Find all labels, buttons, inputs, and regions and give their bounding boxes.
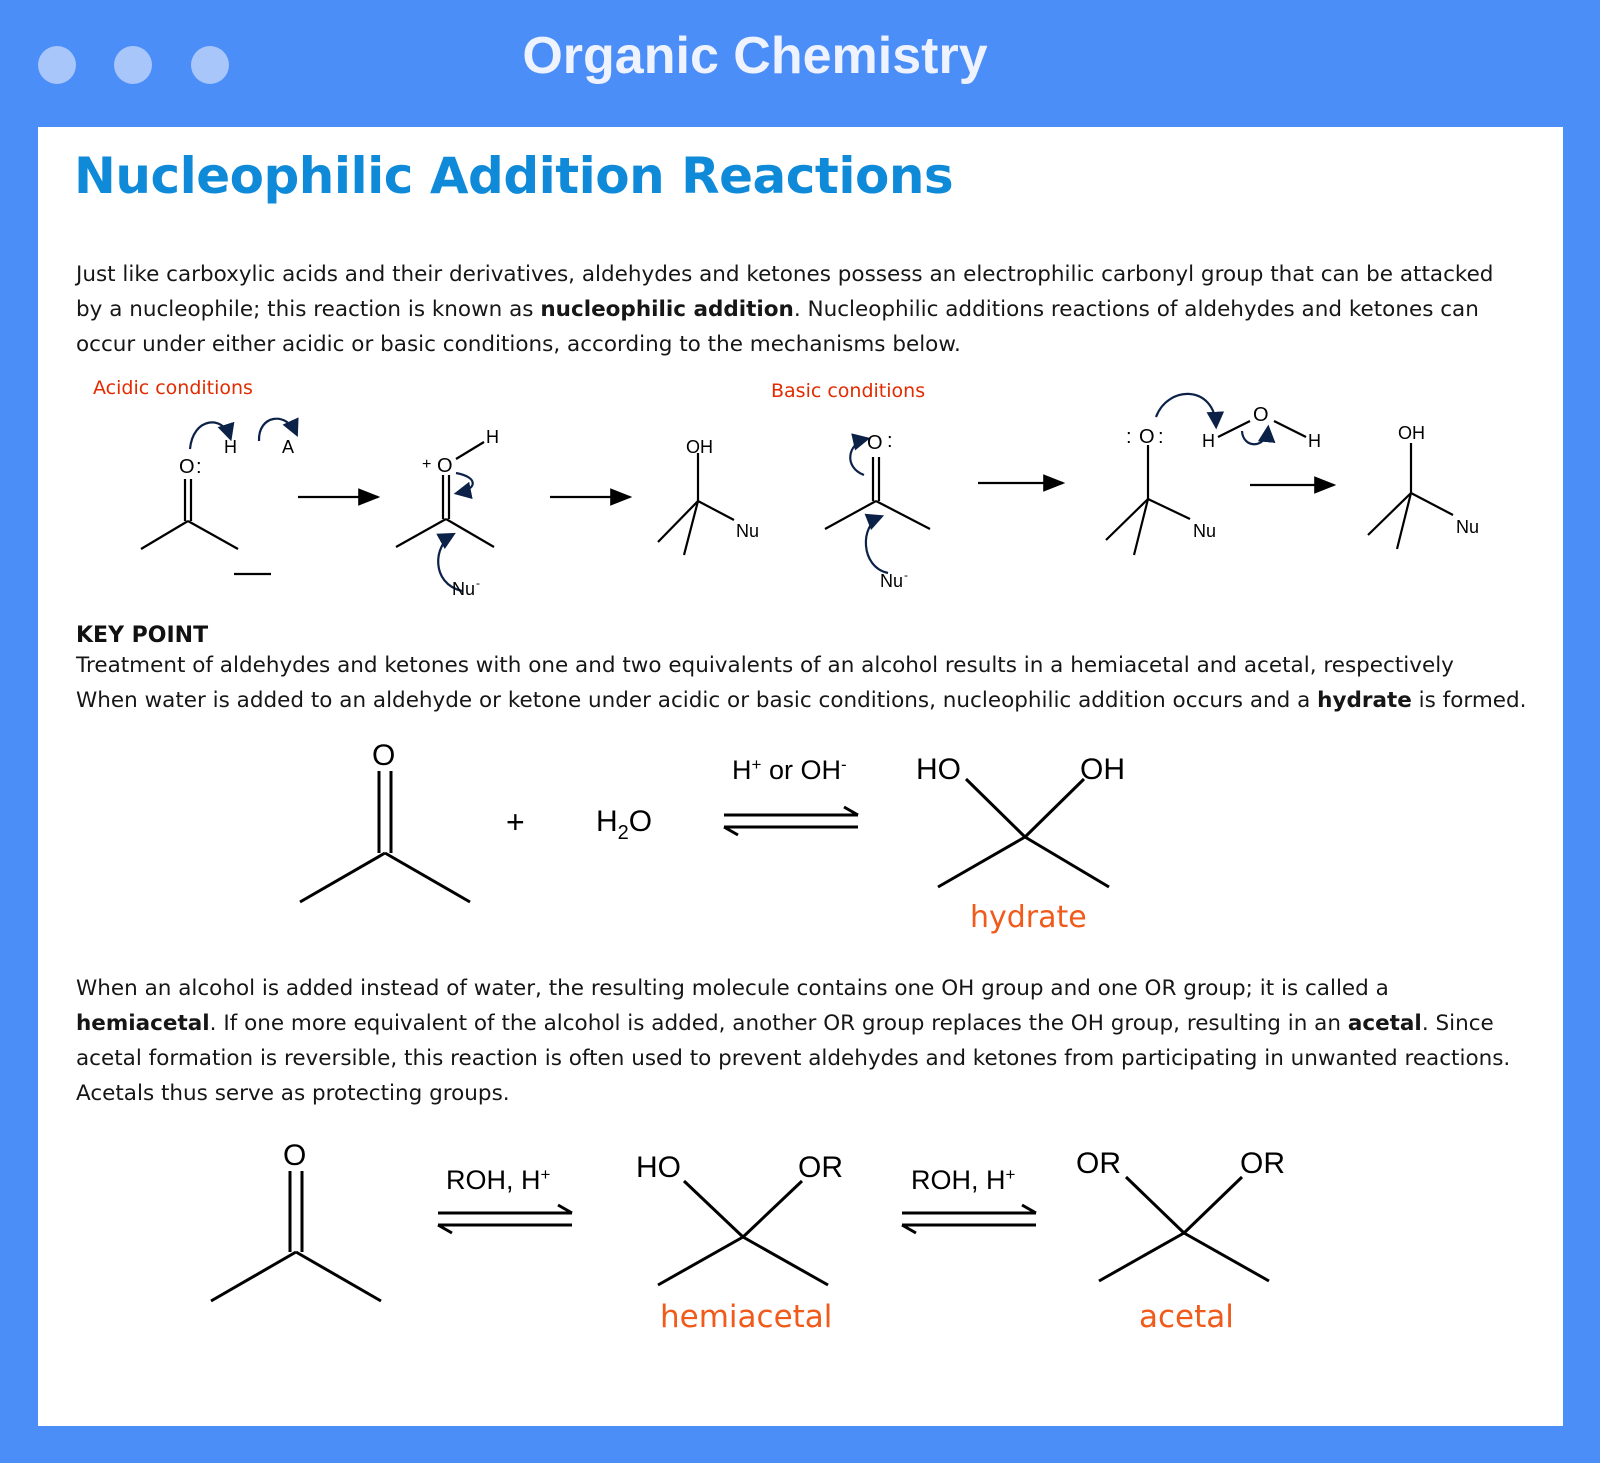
intro-text-1: Just like carboxylic acids and their derivatives, aldehydes and ketones possess an electrophilic carbonyl group that can be attacked by a nucleophile; this reaction is known as <box>76 262 1494 322</box>
acetal-text-3: . Since acetal formation is reversible, this reaction is often used to prevent aldehydes and ketones from participating in unwanted reactions. Acetals thus serve as protecting groups. <box>76 1011 1511 1106</box>
water-formula <box>596 805 652 844</box>
product-Nu-1: Nu <box>736 521 760 541</box>
content-card <box>38 127 1563 1426</box>
conditions-plus: + <box>751 755 762 774</box>
acetal-term: acetal <box>1347 1011 1422 1036</box>
hemiacetal-HO: HO <box>636 1151 681 1184</box>
intro-text-2: . Nucleophilic additions reactions of aldehydes and ketones can occur under either acidic or basic conditions, according to the mechanisms below. <box>76 297 1479 357</box>
basic-carbonyl-O: O <box>867 432 883 454</box>
acetal-OR-left: OR <box>1076 1147 1121 1180</box>
basic-conditions-label: Basic conditions <box>771 380 926 402</box>
reagent-1 <box>446 1165 551 1195</box>
alkoxide-O: O <box>1139 426 1155 448</box>
acetal-text-1: When an alcohol is added instead of water, the resulting molecule contains one OH group and one OR group; it is called a <box>76 976 1389 1001</box>
reagent-2-plus: + <box>1005 1165 1016 1184</box>
basic-carbonyl-colon: : <box>887 430 893 452</box>
water-H-left: H <box>1202 431 1215 451</box>
key-point-heading: KEY POINT <box>76 623 209 648</box>
app-title: Organic Chemistry <box>522 27 988 85</box>
alkoxide-colon: : <box>1126 426 1132 448</box>
key-point-line-2-start: When water is added to an aldehyde or ketone under acidic or basic conditions, nucleophilic addition occurs and a <box>76 688 1318 713</box>
key-point-hydrate-term: hydrate <box>1317 688 1412 713</box>
acidic-conditions-label: Acidic conditions <box>93 377 253 399</box>
hemiacetal-OR: OR <box>798 1151 843 1184</box>
nu-minus-2: Nu <box>880 571 904 591</box>
reagent-1-text: ROH, H <box>446 1165 541 1195</box>
water-subscript: 2 <box>617 822 629 844</box>
conditions-minus: - <box>840 755 847 774</box>
hydrate-conditions <box>732 755 847 785</box>
page-title: Nucleophilic Addition Reactions <box>74 147 954 205</box>
alkoxide-colon-2: : <box>1158 426 1164 448</box>
key-point-line-2-end: is formed. <box>1411 688 1527 713</box>
acetal-paragraph <box>76 971 1516 1111</box>
conditions-or-OH: or OH <box>761 755 841 785</box>
acetal-reaction-diagram <box>38 1127 1563 1352</box>
hydrate-plus: + <box>506 804 525 840</box>
title-bar <box>0 0 1600 126</box>
reagent-2 <box>911 1165 1016 1195</box>
key-point-line-2 <box>76 688 1527 713</box>
hydrate-HO: HO <box>916 753 961 786</box>
nu-minus-2-charge: - <box>904 568 908 582</box>
acetal-name-label: acetal <box>1139 1299 1234 1335</box>
alkoxide-Nu: Nu <box>1193 521 1217 541</box>
nu-minus-1: Nu <box>452 579 476 599</box>
reagent-2-text: ROH, H <box>911 1165 1006 1195</box>
hemiacetal-name-label: hemiacetal <box>660 1299 833 1335</box>
product-OH-2: OH <box>1398 423 1425 443</box>
hydrate-reaction-diagram <box>38 727 1563 942</box>
hydrate-OH: OH <box>1080 753 1125 786</box>
oxonium-H: H <box>486 427 499 447</box>
water-O: O <box>628 805 653 838</box>
hydrate-carbonyl-O: O <box>372 739 396 772</box>
product-OH-1: OH <box>686 437 713 457</box>
intro-paragraph <box>76 257 1516 362</box>
intro-bold-term: nucleophilic addition <box>540 297 794 322</box>
acid-carbonyl-O: O <box>179 456 195 478</box>
product-Nu-2: Nu <box>1456 517 1480 537</box>
acetal-text-2: . If one more equivalent of the alcohol is added, another OR group replaces the OH group, resulting in an <box>209 1011 1348 1036</box>
water-H-right: H <box>1308 431 1321 451</box>
hemiacetal-term: hemiacetal <box>76 1011 210 1036</box>
hydrate-name-label: hydrate <box>970 900 1087 935</box>
acetal-carbonyl-O: O <box>283 1139 307 1172</box>
oxonium-O: O <box>437 455 453 477</box>
acid-A: A <box>282 437 295 457</box>
conditions-H: H <box>732 755 752 785</box>
reagent-1-plus: + <box>540 1165 551 1184</box>
acid-carbonyl-lone-pair: : <box>196 456 202 478</box>
mechanism-diagram <box>38 397 1563 617</box>
key-point-line-1: Treatment of aldehydes and ketones with one and two equivalents of an alcohol results in a hemiacetal and acetal, respectively <box>76 653 1454 678</box>
water-O: O <box>1253 404 1269 426</box>
acetal-OR-right: OR <box>1240 1147 1285 1180</box>
nu-minus-1-charge: - <box>476 576 480 590</box>
water-H: H <box>596 805 618 838</box>
oxonium-plus: + <box>422 456 432 473</box>
acid-H: H <box>224 437 237 457</box>
